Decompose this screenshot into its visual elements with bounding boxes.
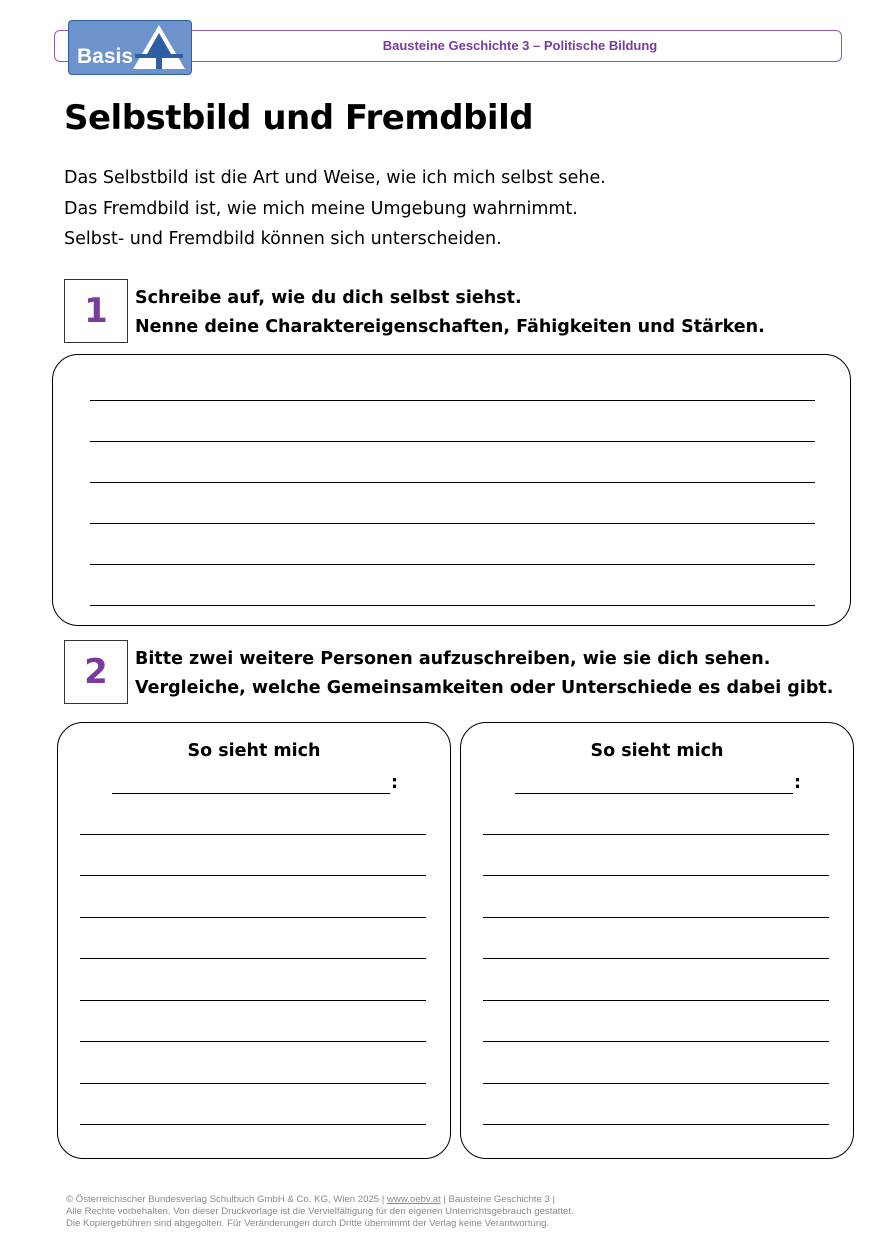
- task2-line1: Bitte zwei weitere Personen aufzuschreiben, wie sie dich sehen.: [135, 649, 771, 669]
- task2-instruction: [135, 645, 833, 703]
- answer-box-self[interactable]: [52, 354, 851, 626]
- intro-line: Selbst- und Fremdbild können sich unterscheiden.: [64, 229, 502, 249]
- name-line: [515, 793, 793, 794]
- writing-line: [90, 400, 815, 401]
- writing-line: [80, 1083, 426, 1084]
- task2-line2: Vergleiche, welche Gemeinsamkeiten oder Unterschiede es dabei gibt.: [135, 678, 834, 698]
- series-title: Bausteine Geschichte 3 – Politische Bildung: [382, 38, 658, 53]
- writing-line: [80, 1000, 426, 1001]
- task1-instruction: [135, 284, 765, 342]
- writing-line: [483, 1083, 829, 1084]
- writing-line: [483, 1124, 829, 1125]
- task1-line2: Nenne deine Charaktereigenschaften, Fähigkeiten und Stärken.: [135, 317, 765, 337]
- intro-line: Das Selbstbild ist die Art und Weise, wie ich mich selbst sehe.: [64, 168, 606, 188]
- logo-text: Basis: [77, 45, 134, 68]
- intro-line: Das Fremdbild ist, wie mich meine Umgebung wahrnimmt.: [64, 198, 578, 219]
- task-number-2: 2: [64, 640, 128, 704]
- writing-line: [80, 1041, 426, 1042]
- writing-line: [80, 1124, 426, 1125]
- footer-line-2: Alle Rechte vorbehalten. Von dieser Druckvorlage ist die Vervielfältigung für den eigenen Unterrichtsgebrauch gestattet.: [66, 1206, 574, 1217]
- footer-line-1: [66, 1194, 574, 1206]
- publisher-link[interactable]: www.oebv.at: [386, 1194, 441, 1205]
- footer-line-3: Die Kopiergebühren sind abgegolten. Für Veränderungen durch Dritte übernimmt der Verlag keine Verantwortung.: [66, 1218, 550, 1229]
- page-title: Selbstbild und Fremdbild: [64, 98, 534, 138]
- writing-line: [80, 917, 426, 918]
- writing-line: [483, 917, 829, 918]
- writing-line: [80, 958, 426, 959]
- answer-box-person-2[interactable]: [460, 722, 854, 1159]
- writing-line: [483, 834, 829, 835]
- writing-line: [90, 564, 815, 565]
- box-title: So sieht mich: [187, 741, 321, 761]
- writing-line: [80, 875, 426, 876]
- writing-line: [483, 875, 829, 876]
- writing-line: [483, 1041, 829, 1042]
- footer-text: | Bausteine Geschichte 3 |: [440, 1194, 555, 1205]
- writing-line: [90, 441, 815, 442]
- writing-line: [80, 834, 426, 835]
- colon: :: [794, 773, 801, 793]
- writing-line: [483, 1000, 829, 1001]
- writing-line: [90, 605, 815, 606]
- footer-copyright: [66, 1194, 574, 1230]
- intro-text: [64, 163, 606, 255]
- box-title: So sieht mich: [590, 741, 724, 761]
- colon: :: [391, 773, 398, 793]
- task-number-1: 1: [64, 279, 128, 343]
- basis-logo: [68, 20, 192, 75]
- name-line: [112, 793, 390, 794]
- writing-line: [90, 482, 815, 483]
- writing-line: [90, 523, 815, 524]
- pyramid-icon: [129, 23, 189, 73]
- answer-box-person-1[interactable]: [57, 722, 451, 1159]
- footer-text: © Österreichischer Bundesverlag Schulbuch GmbH & Co. KG, Wien 2025 |: [66, 1194, 387, 1205]
- writing-line: [483, 958, 829, 959]
- task1-line1: Schreibe auf, wie du dich selbst siehst.: [135, 288, 522, 308]
